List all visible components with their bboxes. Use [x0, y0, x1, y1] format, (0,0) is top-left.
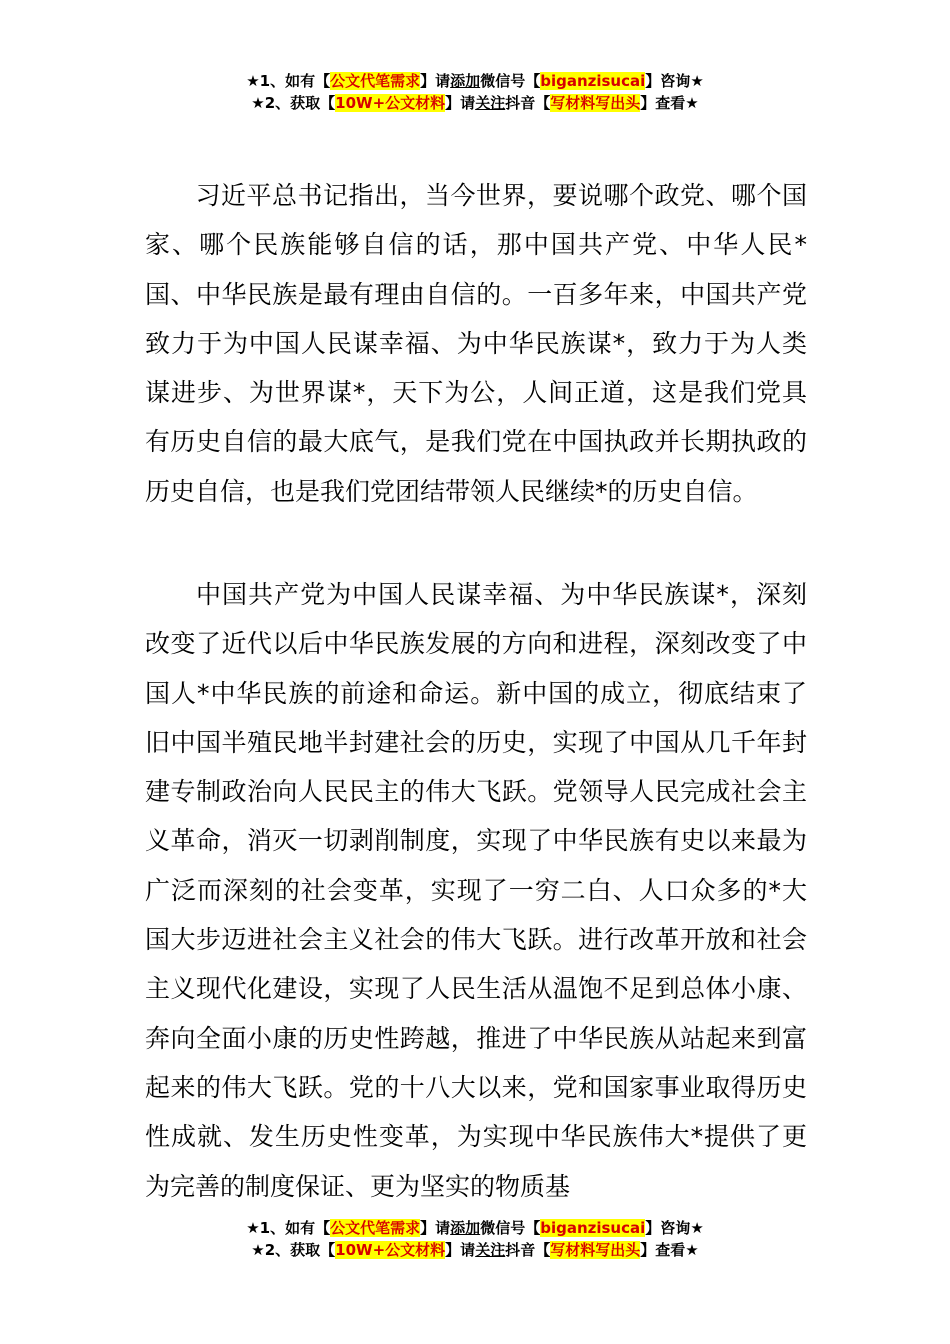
banner-line-2: ★2、获取【10W+公文材料】请关注抖音【写材料写出头】查看★ [251, 1241, 699, 1259]
star-icon: ★ [246, 1219, 260, 1237]
highlight-douyin-account: 写材料写出头 [550, 94, 641, 112]
highlight-materials: 10W+公文材料 [335, 1241, 446, 1259]
footer-banner [0, 1217, 950, 1261]
banner-line-1: ★1、如有【公文代笔需求】请添加微信号【biganzisucai】咨询★ [246, 1219, 704, 1237]
highlight-materials: 10W+公文材料 [335, 94, 446, 112]
star-icon: ★ [685, 1241, 699, 1259]
paragraph-1 [145, 171, 807, 516]
paragraph-1-text: 习近平总书记指出，当今世界，要说哪个政党、哪个国家、哪个民族能够自信的话，那中国共产党、中华人民*国、中华民族是最有理由自信的。一百多年来，中国共产党致力于为中国人民谋幸福、为中华民族谋*，致力于为人类谋进步、为世界谋*，天下为公，人间正道，这是我们党具有历史自信的最大底气，是我们党在中国执政并长期执政的历史自信，也是我们党团结带领人民继续*的历史自信。 [145, 181, 807, 506]
star-icon: ★ [246, 72, 260, 90]
highlight-wechat-id: biganzisucai [540, 72, 646, 90]
header-banner [0, 70, 950, 114]
highlight-service: 公文代笔需求 [330, 72, 421, 90]
highlight-service: 公文代笔需求 [330, 1219, 421, 1237]
star-icon: ★ [251, 1241, 265, 1259]
star-icon: ★ [685, 94, 699, 112]
banner-line-1: ★1、如有【公文代笔需求】请添加微信号【biganzisucai】咨询★ [246, 72, 704, 90]
star-icon: ★ [690, 72, 704, 90]
highlight-wechat-id: biganzisucai [540, 1219, 646, 1237]
star-icon: ★ [690, 1219, 704, 1237]
paragraph-2-text: 中国共产党为中国人民谋幸福、为中华民族谋*，深刻改变了近代以后中华民族发展的方向和进程，深刻改变了中国人*中华民族的前途和命运。新中国的成立，彻底结束了旧中国半殖民地半封建社会的历史，实现了中国从几千年封建专制政治向人民民主的伟大飞跃。党领导人民完成社会主义革命，消灭一切剥削制度，实现了中华民族有史以来最为广泛而深刻的社会变革，实现了一穷二白、人口众多的*大国大步迈进社会主义社会的伟大飞跃。进行改革开放和社会主义现代化建设，实现了人民生活从温饱不足到总体小康、奔向全面小康的历史性跨越，推进了中华民族从站起来到富起来的伟大飞跃。党的十八大以来，党和国家事业取得历史性成就、发生历史性变革，为实现中华民族伟大*提供了更为完善的制度保证、更为坚实的物质基 [145, 580, 807, 1201]
highlight-douyin-account: 写材料写出头 [550, 1241, 641, 1259]
paragraph-2 [145, 570, 807, 1211]
banner-line-2: ★2、获取【10W+公文材料】请关注抖音【写材料写出头】查看★ [251, 94, 699, 112]
star-icon: ★ [251, 94, 265, 112]
